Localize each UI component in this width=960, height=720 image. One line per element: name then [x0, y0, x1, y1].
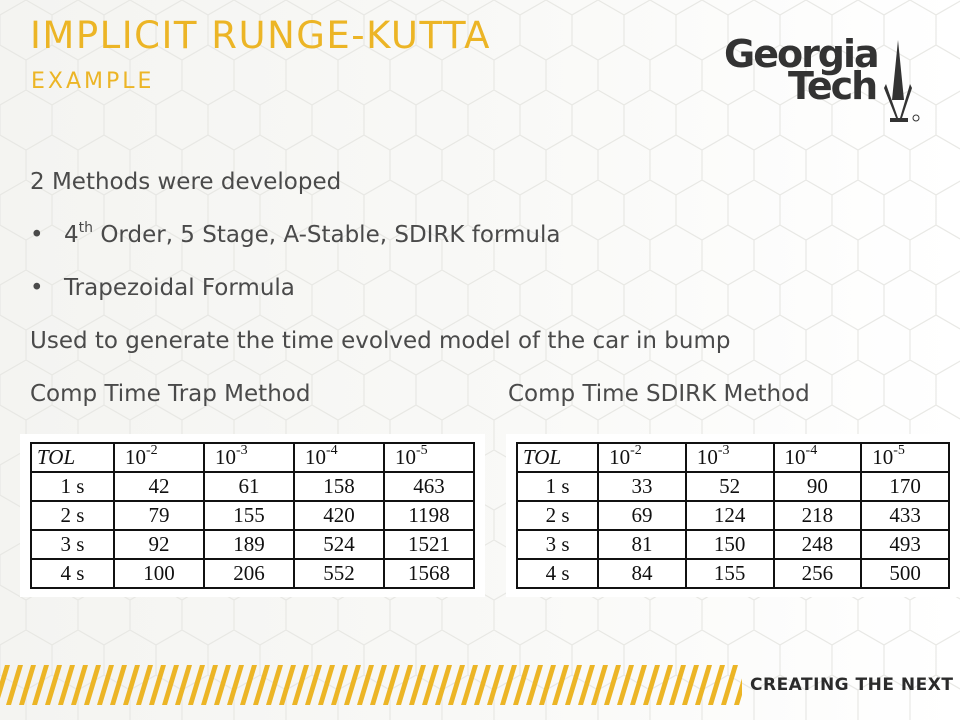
footer-stripe: [201, 665, 218, 705]
computation-time-cell: 81: [598, 530, 686, 559]
footer-stripe: [188, 665, 205, 705]
footer-stripe: [708, 665, 725, 705]
bullet-marker: •: [30, 222, 44, 248]
tolerance-column-header: [114, 443, 204, 472]
tolerance-column-header: [294, 443, 384, 472]
trap-method-table: [30, 442, 475, 589]
tolerance-base: 10: [305, 445, 326, 469]
computation-time-cell: 84: [598, 559, 686, 588]
footer-stripe: [45, 665, 62, 705]
footer-stripe: [253, 665, 270, 705]
bullet-order-suffix: th: [78, 220, 94, 236]
computation-time-cell: 218: [774, 501, 862, 530]
table-row: [31, 559, 474, 588]
footer-stripe: [396, 665, 413, 705]
footer-stripe: [279, 665, 296, 705]
computation-time-cell: 52: [686, 472, 774, 501]
computation-time-cell: 158: [294, 472, 384, 501]
footer-stripe: [97, 665, 114, 705]
footer-stripe: [344, 665, 361, 705]
tolerance-base: 10: [609, 445, 631, 469]
tolerance-column-header: [774, 443, 862, 472]
computation-time-cell: 256: [774, 559, 862, 588]
time-label-cell: 2 s: [517, 501, 598, 530]
footer-stripe: [500, 665, 517, 705]
tolerance-column-header: [598, 443, 686, 472]
footer-stripe: [292, 665, 309, 705]
bullet-sdirk-formula: [30, 215, 910, 268]
computation-time-cell: 1568: [384, 559, 474, 588]
intro-text: 2 Methods were developed: [30, 169, 342, 195]
footer-stripe: [669, 665, 686, 705]
tolerance-base: 10: [872, 445, 894, 469]
computation-time-cell: 433: [861, 501, 949, 530]
footer-stripe: [513, 665, 530, 705]
computation-time-cell: 33: [598, 472, 686, 501]
computation-time-cell: 42: [114, 472, 204, 501]
computation-time-cell: 79: [114, 501, 204, 530]
computation-time-cell: 524: [294, 530, 384, 559]
footer-stripe: [240, 665, 257, 705]
table-row: [517, 530, 949, 559]
tolerance-exponent: -4: [326, 443, 338, 458]
table-row: [517, 501, 949, 530]
table-row: [517, 472, 949, 501]
footer-stripe: [448, 665, 465, 705]
table-row: [517, 559, 949, 588]
time-label-cell: 1 s: [31, 472, 114, 501]
footer-stripe: [721, 665, 738, 705]
tolerance-base: 10: [215, 445, 236, 469]
time-label-cell: 2 s: [31, 501, 114, 530]
time-label-cell: 3 s: [517, 530, 598, 559]
footer-stripe: [6, 665, 23, 705]
footer-tagline: CREATING THE NEXT: [750, 675, 954, 695]
tolerance-exponent: -3: [236, 443, 248, 458]
tolerance-column-header: [861, 443, 949, 472]
footer-stripe: [526, 665, 543, 705]
footer-stripe: [487, 665, 504, 705]
tolerance-base: 10: [696, 445, 718, 469]
bullet-order-number: 4: [64, 222, 79, 248]
computation-time-cell: 61: [204, 472, 294, 501]
footer-stripe: [84, 665, 101, 705]
computation-time-cell: 248: [774, 530, 862, 559]
footer-stripe: [149, 665, 166, 705]
sdirk-method-table-container: [506, 434, 960, 597]
tolerance-column-header: [686, 443, 774, 472]
footer-stripe: [630, 665, 647, 705]
footer-stripe: [71, 665, 88, 705]
footer-stripe: [123, 665, 140, 705]
footer-stripe-band: [0, 665, 742, 705]
computation-time-cell: 500: [861, 559, 949, 588]
computation-time-cell: 493: [861, 530, 949, 559]
computation-time-cell: 90: [774, 472, 862, 501]
logo-line-1: Georgia: [724, 32, 878, 76]
slide-body: [30, 162, 910, 427]
computation-time-cell: 1521: [384, 530, 474, 559]
footer-stripe: [175, 665, 192, 705]
computation-time-cell: 124: [686, 501, 774, 530]
footer-stripe: [19, 665, 36, 705]
computation-time-cell: 463: [384, 472, 474, 501]
computation-time-cell: 170: [861, 472, 949, 501]
footer-stripe: [435, 665, 452, 705]
footer-stripe: [656, 665, 673, 705]
bullet-trapezoidal-text: Trapezoidal Formula: [64, 275, 295, 301]
bullet-sdirk-text: Order, 5 Stage, A-Stable, SDIRK formula: [93, 222, 561, 248]
tolerance-base: 10: [784, 445, 806, 469]
footer-stripe: [474, 665, 491, 705]
time-label-cell: 3 s: [31, 530, 114, 559]
logo-line-2: Tech: [788, 64, 877, 108]
computation-time-cell: 155: [204, 501, 294, 530]
trap-method-heading: Comp Time Trap Method: [30, 381, 311, 407]
used-to-generate-text: Used to generate the time evolved model of the car in bump: [30, 328, 731, 354]
computation-time-cell: 189: [204, 530, 294, 559]
bullet-trapezoidal-formula: [30, 268, 910, 321]
footer-stripe: [136, 665, 153, 705]
footer-stripe: [682, 665, 699, 705]
footer-stripe: [305, 665, 322, 705]
computation-time-cell: 155: [686, 559, 774, 588]
computation-time-cell: 150: [686, 530, 774, 559]
footer-stripe: [357, 665, 374, 705]
bullet-marker: •: [30, 275, 44, 301]
footer-stripe: [58, 665, 75, 705]
footer-stripe: [695, 665, 712, 705]
table-row: [31, 501, 474, 530]
computation-time-cell: 69: [598, 501, 686, 530]
tolerance-column-header: [384, 443, 474, 472]
computation-time-cell: 420: [294, 501, 384, 530]
slide-title: IMPLICIT RUNGE-KUTTA: [30, 14, 491, 57]
footer-stripe: [32, 665, 49, 705]
footer-stripe: [578, 665, 595, 705]
table-row: [31, 530, 474, 559]
footer-stripe: [617, 665, 634, 705]
tolerance-base: 10: [125, 445, 146, 469]
georgia-tech-logo: [724, 32, 924, 124]
computation-time-cell: 1198: [384, 501, 474, 530]
footer-stripe: [370, 665, 387, 705]
footer-stripe: [461, 665, 478, 705]
footer-stripe: [383, 665, 400, 705]
computation-time-cell: 206: [204, 559, 294, 588]
computation-time-cell: 100: [114, 559, 204, 588]
footer-stripe: [318, 665, 335, 705]
sdirk-method-heading: Comp Time SDIRK Method: [508, 381, 810, 407]
tolerance-exponent: -4: [805, 443, 818, 458]
table-header-row: [517, 443, 949, 472]
table-header-row: [31, 443, 474, 472]
trap-method-table-container: [20, 434, 485, 597]
footer-stripe: [227, 665, 244, 705]
slide-subtitle: EXAMPLE: [31, 69, 155, 94]
tolerance-header: TOL: [31, 443, 114, 472]
footer-stripe: [422, 665, 439, 705]
footer-stripe: [409, 665, 426, 705]
footer-stripe: [565, 665, 582, 705]
tolerance-base: 10: [395, 445, 416, 469]
tolerance-exponent: -3: [717, 443, 730, 458]
footer-stripe: [604, 665, 621, 705]
computation-time-cell: 552: [294, 559, 384, 588]
tolerance-exponent: -2: [630, 443, 642, 458]
time-label-cell: 4 s: [31, 559, 114, 588]
time-label-cell: 4 s: [517, 559, 598, 588]
method-headings: [30, 374, 910, 427]
footer-stripe: [266, 665, 283, 705]
footer-stripe: [110, 665, 127, 705]
footer-stripe: [643, 665, 660, 705]
footer-stripe: [591, 665, 608, 705]
tolerance-exponent: -5: [416, 443, 428, 458]
footer-stripe: [539, 665, 556, 705]
footer-stripe: [162, 665, 179, 705]
logo-wordmark: [724, 32, 878, 108]
tolerance-column-header: [204, 443, 294, 472]
tolerance-header: TOL: [517, 443, 598, 472]
computation-time-cell: 92: [114, 530, 204, 559]
sdirk-method-table: [516, 442, 950, 589]
time-label-cell: 1 s: [517, 472, 598, 501]
footer-stripe: [331, 665, 348, 705]
table-row: [31, 472, 474, 501]
footer-stripe: [552, 665, 569, 705]
tech-tower-spire-icon: [882, 38, 922, 124]
tolerance-exponent: -5: [893, 443, 905, 458]
footer-stripe: [214, 665, 231, 705]
tolerance-exponent: -2: [146, 443, 158, 458]
